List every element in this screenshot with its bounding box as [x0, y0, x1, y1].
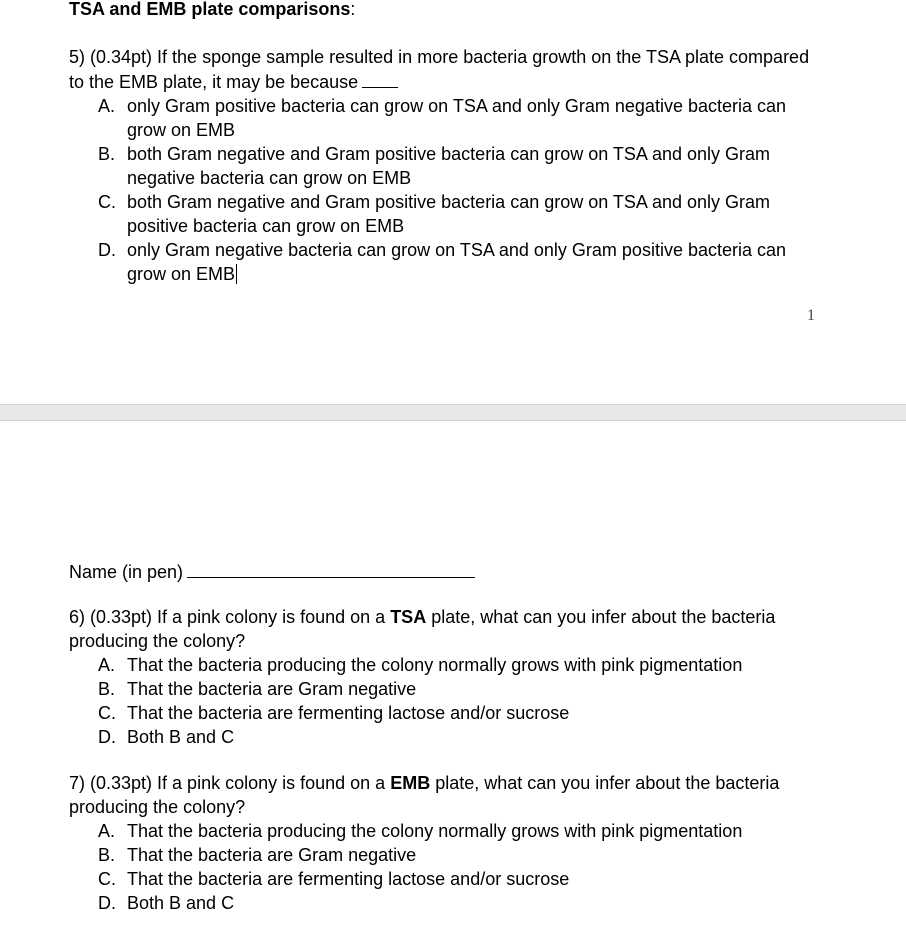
option-d [69, 891, 829, 915]
option-letter: D. [98, 727, 116, 747]
name-label: Name (in pen) [69, 562, 184, 582]
option-text: That the bacteria are fermenting lactose and/or sucrose [127, 869, 570, 889]
option-letter: C. [98, 703, 116, 723]
option-letter: D. [98, 240, 116, 260]
question-7-stem [69, 771, 829, 819]
question-7-options [69, 819, 829, 915]
document-page-1[interactable] [0, 0, 906, 404]
question-6-stem-pre: 6) (0.33pt) If a pink colony is found on a [69, 607, 391, 627]
question-6-options [69, 653, 829, 749]
option-d [69, 725, 829, 749]
option-letter: C. [98, 869, 116, 889]
question-6 [69, 605, 829, 749]
option-letter: A. [98, 655, 116, 675]
option-text: That the bacteria are Gram negative [127, 845, 417, 865]
option-text: That the bacteria are Gram negative [127, 679, 417, 699]
question-6-stem-post: plate, what can you infer about the bacteria producing the colony? [69, 607, 776, 651]
option-a [69, 94, 829, 142]
option-text: only Gram positive bacteria can grow on TSA and only Gram negative bacteria can grow on EMB [127, 96, 787, 140]
option-letter: B. [98, 845, 116, 865]
question-5-options [69, 94, 829, 286]
option-letter: B. [98, 144, 116, 164]
section-title [69, 0, 355, 21]
text-cursor [236, 264, 237, 284]
option-c [69, 190, 829, 238]
option-text: That the bacteria are fermenting lactose and/or sucrose [127, 703, 570, 723]
question-7-stem-bold: EMB [390, 773, 431, 793]
option-text: Both B and C [127, 893, 235, 913]
option-text: Both B and C [127, 727, 235, 747]
option-letter: D. [98, 893, 116, 913]
option-letter: C. [98, 192, 116, 212]
option-letter: A. [98, 821, 116, 841]
page-number: 1 [807, 307, 815, 324]
question-6-stem [69, 605, 829, 653]
option-b [69, 142, 829, 190]
name-field [69, 559, 475, 584]
question-5-stem [69, 45, 829, 94]
section-title-text: TSA and EMB plate comparisons [69, 0, 351, 19]
question-6-stem-bold: TSA [390, 607, 427, 627]
question-7 [69, 771, 829, 915]
question-5-stem-text: 5) (0.34pt) If the sponge sample resulted in more bacteria growth on the TSA plate compared to the EMB plate, it may be because [69, 47, 810, 92]
answer-blank [362, 69, 398, 88]
option-text: both Gram negative and Gram positive bacteria can grow on TSA and only Gram negative bacteria can grow on EMB [127, 144, 770, 188]
option-text: That the bacteria producing the colony normally grows with pink pigmentation [127, 655, 743, 675]
question-5 [69, 45, 829, 286]
name-underline [187, 559, 475, 578]
option-a [69, 819, 829, 843]
option-b [69, 843, 829, 867]
section-title-colon: : [350, 0, 356, 19]
option-letter: A. [98, 96, 116, 116]
option-text: only Gram negative bacteria can grow on TSA and only Gram positive bacteria can grow on EMB [127, 240, 787, 284]
option-text: That the bacteria producing the colony normally grows with pink pigmentation [127, 821, 743, 841]
page-break-gap [0, 404, 906, 421]
option-c [69, 867, 829, 891]
question-7-stem-pre: 7) (0.33pt) If a pink colony is found on a [69, 773, 391, 793]
option-a [69, 653, 829, 677]
option-letter: B. [98, 679, 116, 699]
option-text: both Gram negative and Gram positive bacteria can grow on TSA and only Gram positive bacteria can grow on EMB [127, 192, 770, 236]
option-d [69, 238, 829, 286]
question-7-stem-post: plate, what can you infer about the bacteria producing the colony? [69, 773, 780, 817]
option-b [69, 677, 829, 701]
option-c [69, 701, 829, 725]
